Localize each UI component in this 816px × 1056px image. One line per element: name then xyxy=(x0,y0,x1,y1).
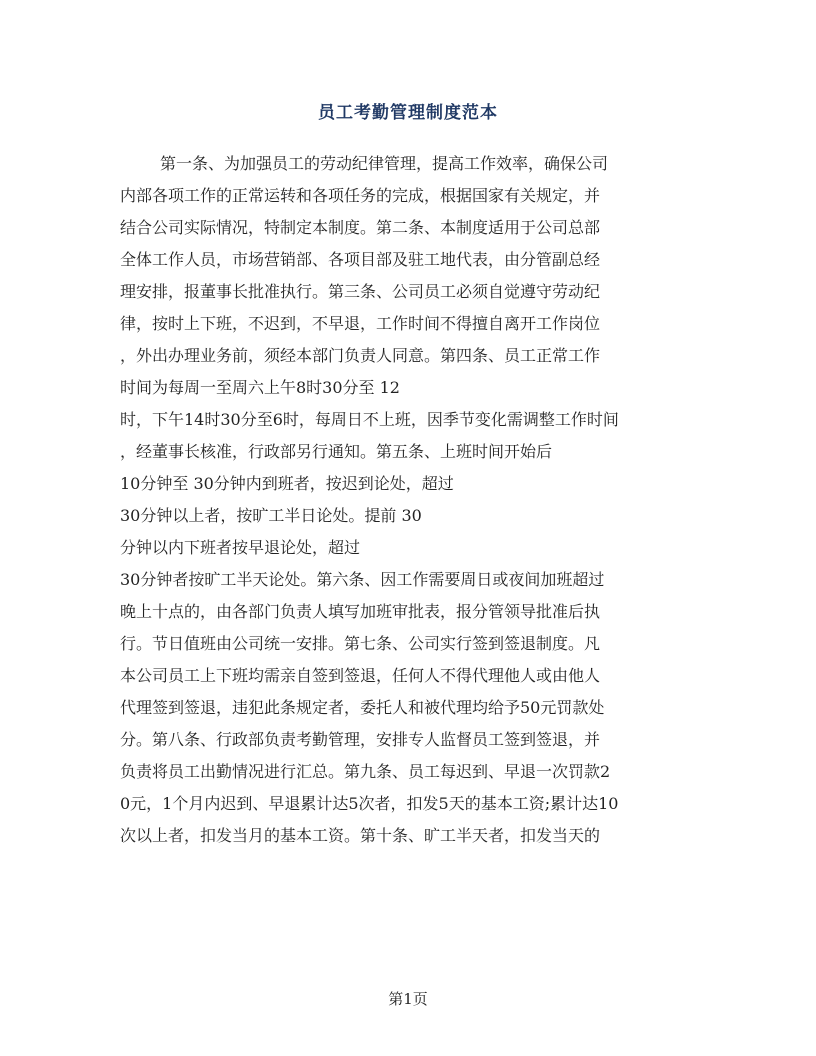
paragraph-line: 分钟以内下班者按早退论处，超过 xyxy=(120,538,361,557)
paragraph-line: 行。节日值班由公司统一安排。第七条、公司实行签到签退制度。凡 xyxy=(120,634,601,653)
document-body xyxy=(120,148,700,852)
paragraph-line: 律，按时上下班，不迟到，不早退，工作时间不得擅自离开工作岗位 xyxy=(120,314,601,333)
paragraph-line: 内部各项工作的正常运转和各项任务的完成，根据国家有关规定，并 xyxy=(120,186,601,205)
paragraph-line: 理安排，报董事长批准执行。第三条、公司员工必须自觉遵守劳动纪 xyxy=(120,282,601,301)
paragraph-line: 30分钟以上者，按旷工半日论处。提前 30 xyxy=(120,506,422,525)
paragraph-line: 时，下午14时30分至6时，每周日不上班，因季节变化需调整工作时间 xyxy=(120,410,619,429)
paragraph-line: 0元，1个月内迟到、早退累计达5次者，扣发5天的基本工资;累计达10 xyxy=(120,794,619,813)
paragraph-line: 次以上者，扣发当月的基本工资。第十条、旷工半天者，扣发当天的 xyxy=(120,826,601,845)
paragraph-line: 第一条、为加强员工的劳动纪律管理，提高工作效率，确保公司 xyxy=(160,154,609,173)
paragraph-line: 分。第八条、行政部负责考勤管理，安排专人监督员工签到签退，并 xyxy=(120,730,601,749)
paragraph-line: ，经董事长核准，行政部另行通知。第五条、上班时间开始后 xyxy=(120,442,553,461)
paragraph-line: 30分钟者按旷工半天论处。第六条、因工作需要周日或夜间加班超过 xyxy=(120,570,605,589)
paragraph-line: 结合公司实际情况，特制定本制度。第二条、本制度适用于公司总部 xyxy=(120,218,601,237)
paragraph-line: 全体工作人员，市场营销部、各项目部及驻工地代表，由分管副总经 xyxy=(120,250,601,269)
paragraph-line: 负责将员工出勤情况进行汇总。第九条、员工每迟到、早退一次罚款2 xyxy=(120,762,611,781)
paragraph-line: 晚上十点的，由各部门负责人填写加班审批表，报分管领导批准后执 xyxy=(120,602,601,621)
paragraph-line: 本公司员工上下班均需亲自签到签退，任何人不得代理他人或由他人 xyxy=(120,666,601,685)
paragraph-line: 10分钟至 30分钟内到班者，按迟到论处，超过 xyxy=(120,474,454,493)
paragraph-line: 代理签到签退，违犯此条规定者，委托人和被代理均给予50元罚款处 xyxy=(120,698,605,717)
paragraph-line: 时间为每周一至周六上午8时30分至 12 xyxy=(120,378,400,397)
paragraph-line: ，外出办理业务前，须经本部门负责人同意。第四条、员工正常工作 xyxy=(120,346,601,365)
page-number: 第1页 xyxy=(388,990,428,1008)
document-title: 员工考勤管理制度范本 xyxy=(318,103,498,123)
